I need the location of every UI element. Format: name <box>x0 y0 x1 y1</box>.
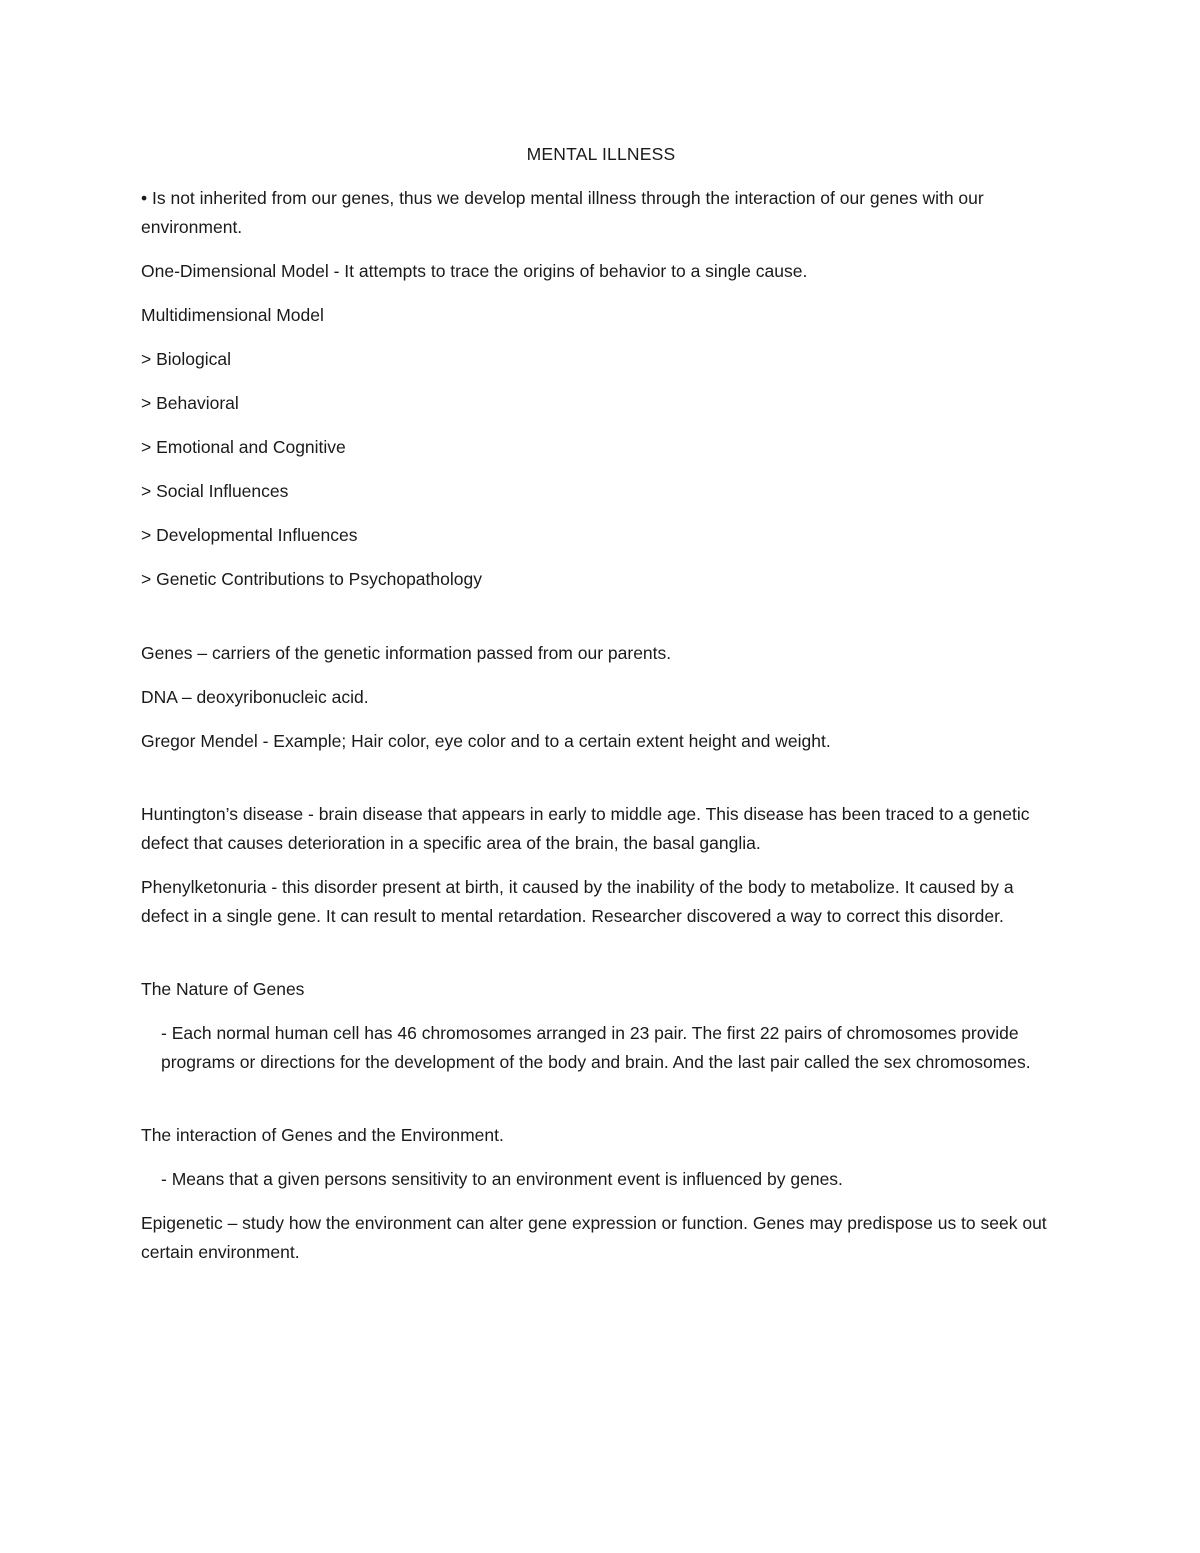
gene-environment-text: - Means that a given persons sensitivity to an environment event is influenced by genes. <box>161 1169 843 1189</box>
dna-definition: DNA – deoxyribonucleic acid. <box>141 687 369 707</box>
gregor-mendel: Gregor Mendel - Example; Hair color, eye color and to a certain extent height and weight. <box>141 731 831 751</box>
huntingtons-disease: Huntington’s disease - brain disease that appears in early to middle age. This disease has been traced to a genetic defect that causes deterioration in a specific area of the brain, the basal ganglia. <box>141 804 1030 853</box>
epigenetic-definition: Epigenetic – study how the environment can alter gene expression or function. Genes may predispose us to seek out certain environment. <box>141 1213 1047 1262</box>
one-dimensional-model: One-Dimensional Model - It attempts to trace the origins of behavior to a single cause. <box>141 261 808 281</box>
nature-of-genes-text: - Each normal human cell has 46 chromosomes arranged in 23 pair. The first 22 pairs of chromosomes provide programs or directions for the development of the body and brain. And the last pair called the sex chromosomes. <box>161 1023 1031 1072</box>
document-body <box>141 140 1061 1282</box>
gene-environment-heading: The interaction of Genes and the Environment. <box>141 1125 504 1145</box>
phenylketonuria: Phenylketonuria - this disorder present at birth, it caused by the inability of the body to metabolize. It caused by a defect in a single gene. It can result to mental retardation. Researcher discovered a way to correct this disorder. <box>141 877 1014 926</box>
genes-definition: Genes – carriers of the genetic information passed from our parents. <box>141 643 672 663</box>
list-item-biological: > Biological <box>141 349 231 369</box>
multidimensional-model-heading: Multidimensional Model <box>141 305 324 325</box>
list-item-genetic: > Genetic Contributions to Psychopathology <box>141 569 482 589</box>
list-item-developmental: > Developmental Influences <box>141 525 358 545</box>
list-item-social: > Social Influences <box>141 481 289 501</box>
nature-of-genes-heading: The Nature of Genes <box>141 979 305 999</box>
list-item-behavioral: > Behavioral <box>141 393 239 413</box>
list-item-emotional-cognitive: > Emotional and Cognitive <box>141 437 346 457</box>
intro-bullet: • Is not inherited from our genes, thus we develop mental illness through the interaction of our genes with our environment. <box>141 188 984 237</box>
document-title: MENTAL ILLNESS <box>526 144 676 164</box>
